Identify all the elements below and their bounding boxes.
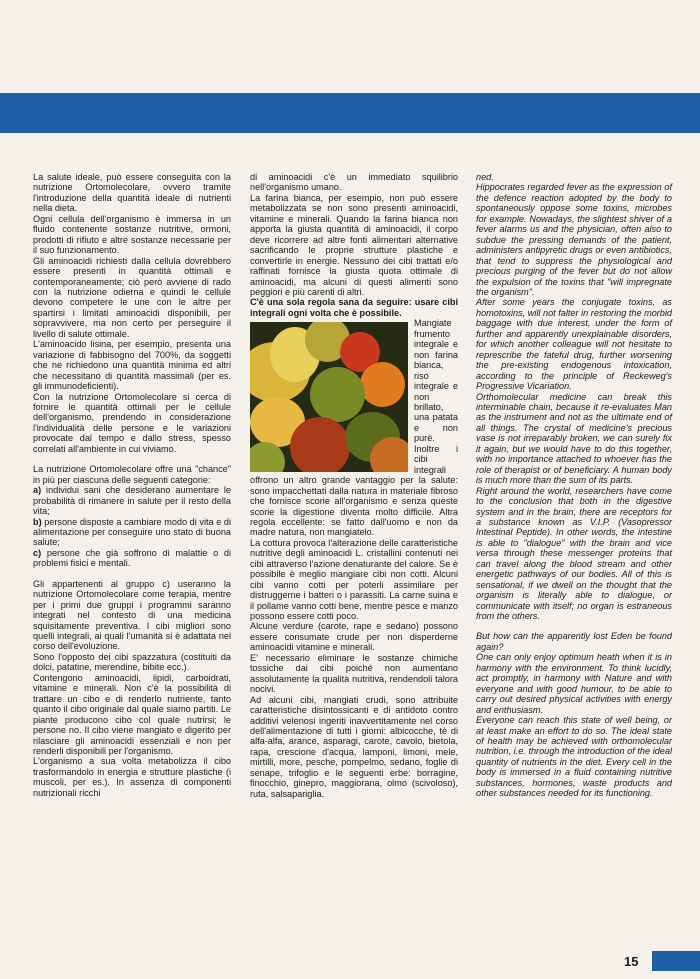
paragraph: Hippocrates regarded fever as the expression of the defence reaction adopted by the body to spontaneously oppose some toxins, microbes for example. Nowadays, the slightest shiver of a fever alarms us and the physician, often also to subdue the pressing demands of the patient, administers antipyretic drugs or even antibiotics, that tend to suppress the physiological and precious purging of the fever but do not allow the expulsion of the toxins that "will impregnate the organism". [476,182,672,297]
paragraph: Sono l'opposto dei cibi spazzatura (costituiti da dolci, patatine, merendine, bibite ecc.). [33,651,231,673]
paragraph: Ogni cellula dell'organismo è immersa in un fluido contenente sostanze nutritive, ormoni, prodotti di rifiuto e altre sostanze necessarie per il suo funzionamento. [33,213,231,256]
paragraph: Everyone can reach this state of well being, or at least make an effort to do so. The ideal state of health may be achieved with orthomolecular nutrition, i.e. through the introduction of the ideal quantity of nutrients in the diet. Every cell in the body is immersed in a fluid containing nutritive substances, hormones, waste products and other substances needed for its functioning. [476,715,672,799]
paragraph: L'aminoacido lisina, per esempio, presenta una variazione di fabbisogno del 700%, da soggetti che ne richiedono una quantità minima ed altri che necessitano di quantità massimali (per es. gli immunodeficienti). [33,339,231,392]
paragraph: Right around the world, researchers have come to the conclusion that both in the digestive system and in the brain, there are receptors for a substance known as V.I.P. (Vasopressor Intestinal Peptide). In other words, the intestine is able to "dialogue" with the brain and vice versa through these messenger proteins that can travel along the blood stream and other energetic pathways of our bodies. All of this is sensational, if we dwell on the thought that the organism is literally able to dialogue, or communicate with itself; no organ is estraneous from the others. [476,485,672,622]
paragraph: La farina bianca, per esempio, non può essere metabolizzata se non sono presenti aminoacidi, vitamine e minerali. Quando la farina bianca non apporta la giusta quantità di aminoacidi, il corpo deve ricorrere ad altre fonti alimentari alternative sacrificando le proprie strutture plastiche e convertirle in energie. Nessuno dei cibi trattati e/o raffinati fornisce la giusta quota ottimale di aminoacidi, ma alcuni di questi alimenti sono peggiori e più carenti di altri. [250,192,458,297]
paragraph: Ad alcuni cibi, mangiati crudi, sono attribuite caratteristiche disintossicanti e di antidoto contro additivi velenosi ingeriti inavvertitamente nel corso dell'alimentazione di tutti i giorni: albicocche, tè di alfa-alfa, arance, asparagi, carote, cavolo, bietola, rapa, crescione d'acqua, lamponi, limoni, mele, mirtilli, more, pesche, pompelmo, sedano, foglie di senape, trifoglio e le seguenti erbe: borragine, finocchio, ginepro, maggiorana, olmo (scivoloso), ruta, salsapariglia. [250,694,458,799]
footer-color-bar [652,951,700,971]
paragraph: L'organismo a sua volta metabolizza il cibo trasformandolo in energia e strutture plastiche (i muscoli, per es.). In assenza di componenti nutrizionali ricchi [33,756,231,798]
paragraph: One can only enjoy optimum heath when it is in harmony with the environment. To think lucidly, act promptly, in harmony with Nature and with everyone and with good humour, to be able to carry out desired physical activities with energy and enthusiasm. [476,652,672,715]
paragraph: But how can the apparently lost Eden be found again? [476,631,672,652]
column-italian-left [33,172,231,798]
paragraph: Orthomolecular medicine can break this interminable chain, because it re-evaluates Man as the instrument and not as the ultimate end of all things. The crystal of medicine's precious vase is not irreparably broken, we can surely fix it again, but we would have to do this together, with no importance attached to whoever has the role of therapist or of beneficiary. A human body is much more than the sum of its parts. [476,391,672,486]
paragraph: La nutrizione Ortomolecolare offre una "chance" in più per ciascuna delle seguenti categorie: [33,464,231,485]
paragraph: La salute ideale, può essere conseguita con la nutrizione Ortomolecolare, ovvero tramite l'introduzione della quantità ideale di nutrienti nella dieta. [33,172,231,214]
rule-heading: C'è una sola regola sana da seguire: usare cibi integrali ogni volta che è possibile. [250,297,458,318]
paragraph: Contengono aminoacidi, lipidi, carboidrati, vitamine e minerali. Non c'è la possibilità di trattare un cibo e di renderlo nutriente, tanto quanto il cibo originale dal quale siamo partiti. Le piante producono cibo col quale nutrirsi; le persone no. Il cibo viene mangiato e digerito per rilasciare gli aminoacidi essenziali e non per renderli disponibili per l'organismo. [33,672,231,757]
paragraph: Gli aminoacidi richiesti dalla cellula dovrebbero essere presenti in quantità ottimali e contemporaneamente; ciò però avviene di rado con la nutrizione odierna e quindi le cellule devono competere le une con le altre per spartirsi i limitati aminoacidi disponibili, per sopravvivere, ma non certo per perseguire il livello di salute ottimale. [33,255,231,339]
paragraph: Con la nutrizione Ortomolecolare si cerca di fornire le quantità ottimali per le cellule dell'organismo, prendendo in considerazione l'individualità delle persone e le variazioni provocate dal tempo e dallo stress, spesso correlati all'ambiente in cui viviamo. [33,391,231,454]
category-b: b) persone disposte a cambiare modo di vita e di alimentazione per conseguire uno stato di buona salute; [33,516,231,548]
paragraph: E' necessario eliminare le sostanze chimiche tossiche dai cibi poiché non aumentano assolutamente la qualità nutritiva, rendendoli talora nocivi. [250,652,458,695]
column-english-right [476,172,672,799]
category-c: c) persone che già soffrono di malattie o di problemi fisici e mentali. [33,547,231,569]
page-number: 15 [624,954,639,969]
paragraph: ned. [476,172,494,182]
paragraph: Alcune verdure (carote, rape e sedano) possono essere consumate crude per non disperderne aminoacidi vitamine e minerali. [250,621,458,653]
paragraph: Mangiate frumento integrale e non farina bianca, riso integrale e non brillato, una patata e non purè. Inoltre i cibi integrali offrono un altro grande vantaggio per la salute: sono impacchettati dalla natura in materiale fibroso che fornisce scorie all'organismo e senza queste scorie la digestione diventa molto difficile. Altra regola eccellente: se fatto dall'uomo e non da madre natura, non mangiatelo. [250,318,458,538]
fruit-photo [250,322,408,472]
paragraph: After some years the conjugate toxins, as homotoxins, will not falter in restoring the morbid baggage with due interest, under the form of further and apparently unexplainable disorders, for which another colleague will not hesitate to represcribe the fateful drug, further worsening the pre-existing endogenous intoxication, according to the principle of Reckeweg's Progressive Vicariation. [476,297,672,392]
paragraph: di aminoacidi c'è un immediato squilibrio nell'organismo umano. [250,172,458,193]
paragraph: Gli appartenenti al gruppo c) useranno la nutrizione Ortomolecolare come terapia, mentre per i primi due gruppi i programmi saranno integrati nel contesto di una medicina squisitamente preventiva. I cibi migliori sono quelli integrali, ai quali l'umanità si è adattata nel corso dell'evoluzione. [33,578,231,652]
paragraph: La cottura provoca l'alterazione delle caratteristiche nutritive degli aminoacidi L. cristallini contenuti nei cibi attraverso l'azione denaturante del calore. Se è possibile è meglio mangiare cibi non cotti. Alcuni cibi vanno cotti per poterli assimilare per distruggerne i batteri o i parassiti. La carne suina e il pollame vanno cotti bene, mentre pesce e manzo possono essere cotti poco. [250,537,458,622]
category-a: a) individui sani che desiderano aumentare le probabilità di rimanere in salute per il resto della vita; [33,485,231,517]
column-italian-middle [250,172,458,799]
top-color-band [0,93,700,133]
